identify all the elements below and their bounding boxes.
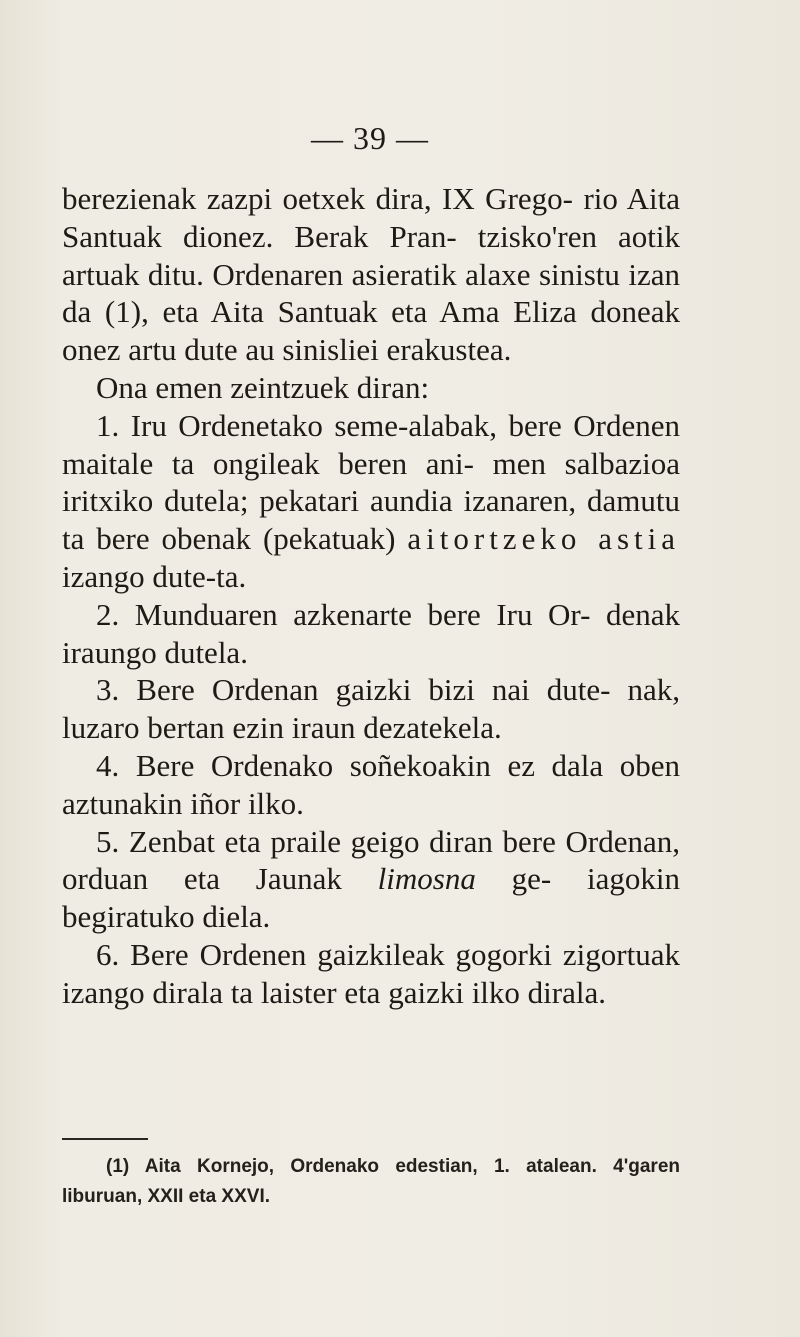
list-item-1 [62, 407, 680, 596]
list-item-3 [62, 671, 680, 747]
text-line: 2. Munduaren azkenarte bere Iru Or- [96, 596, 591, 632]
text-line: nak, luzaro bertan ezin iraun dezatekela. [62, 672, 681, 746]
text-line: iagokin begiratuko diela. [62, 861, 681, 935]
text-line: izango [62, 558, 145, 594]
list-item-6 [62, 936, 680, 1012]
text-line: Aita Santuak eta Ama Eliza doneak onez [62, 294, 680, 368]
text-line: aundia izanaren, damutu ta bere obenak [62, 483, 680, 557]
text-line: 6. Bere Ordenen gaizkileak gogorki [96, 936, 552, 972]
page-number: — 39 — [311, 120, 429, 156]
text-line: berezienak zazpi oetxek dira, IX Grego- [62, 181, 573, 216]
body-text [62, 180, 680, 1012]
list-item-5 [62, 823, 680, 936]
text-line: (1) Aita Kornejo, Ordenako edestian, 1. atalean. [106, 1156, 597, 1177]
text-line: Ordenan, orduan eta Jaunak [62, 823, 680, 897]
text-line: Ordenen maitale ta ongileak beren ani- [62, 407, 680, 481]
list-item-4 [62, 747, 680, 823]
text-line: oben aztunakin iñor ilko. [62, 747, 681, 821]
text-line: ge- [511, 861, 552, 897]
intro-second-paragraph: Ona emen zeintzuek diran: [96, 369, 430, 405]
text-line: 5. Zenbat eta praile geigo diran bere [96, 823, 556, 859]
text-line: 1. Iru Ordenetako seme-alabak, bere [96, 407, 562, 443]
intro-paragraph [62, 180, 680, 369]
text-line: tzisko'ren aotik artuak ditu. Ordenaren [62, 218, 681, 292]
text-line: gaizki ilko dirala. [388, 974, 606, 1010]
text-line: 4. Bere Ordenako soñekoakin ez dala [96, 747, 604, 783]
footnote [62, 1152, 680, 1212]
text-line: artu dute au sinisliei erakustea. [128, 332, 512, 368]
text-line: 4'garen liburuan, XXII eta XXVI. [62, 1156, 680, 1207]
list-item-2 [62, 596, 680, 672]
text-line: denak iraungo dutela. [62, 596, 680, 670]
text-line: rio Aita Santuak dionez. Berak Pran- [62, 181, 681, 254]
text-line: (pekatuak) [262, 521, 396, 557]
text-line: zigortuak izango dirala ta laister eta [62, 936, 680, 1010]
footnote-text [62, 1152, 680, 1212]
text-line: dute-ta. [152, 558, 247, 594]
text-line: 3. Bere Ordenan gaizki bizi nai dute- [96, 672, 611, 708]
italic-word: limosna [377, 861, 476, 897]
text-line: asieratik alaxe sinistu izan da (1), eta [62, 256, 681, 330]
spaced-emphasis: aitortzeko astia [407, 521, 681, 557]
footnote-divider [62, 1138, 148, 1140]
text-line: men salbazioa iritxiko dutela; pekatari [62, 445, 681, 519]
